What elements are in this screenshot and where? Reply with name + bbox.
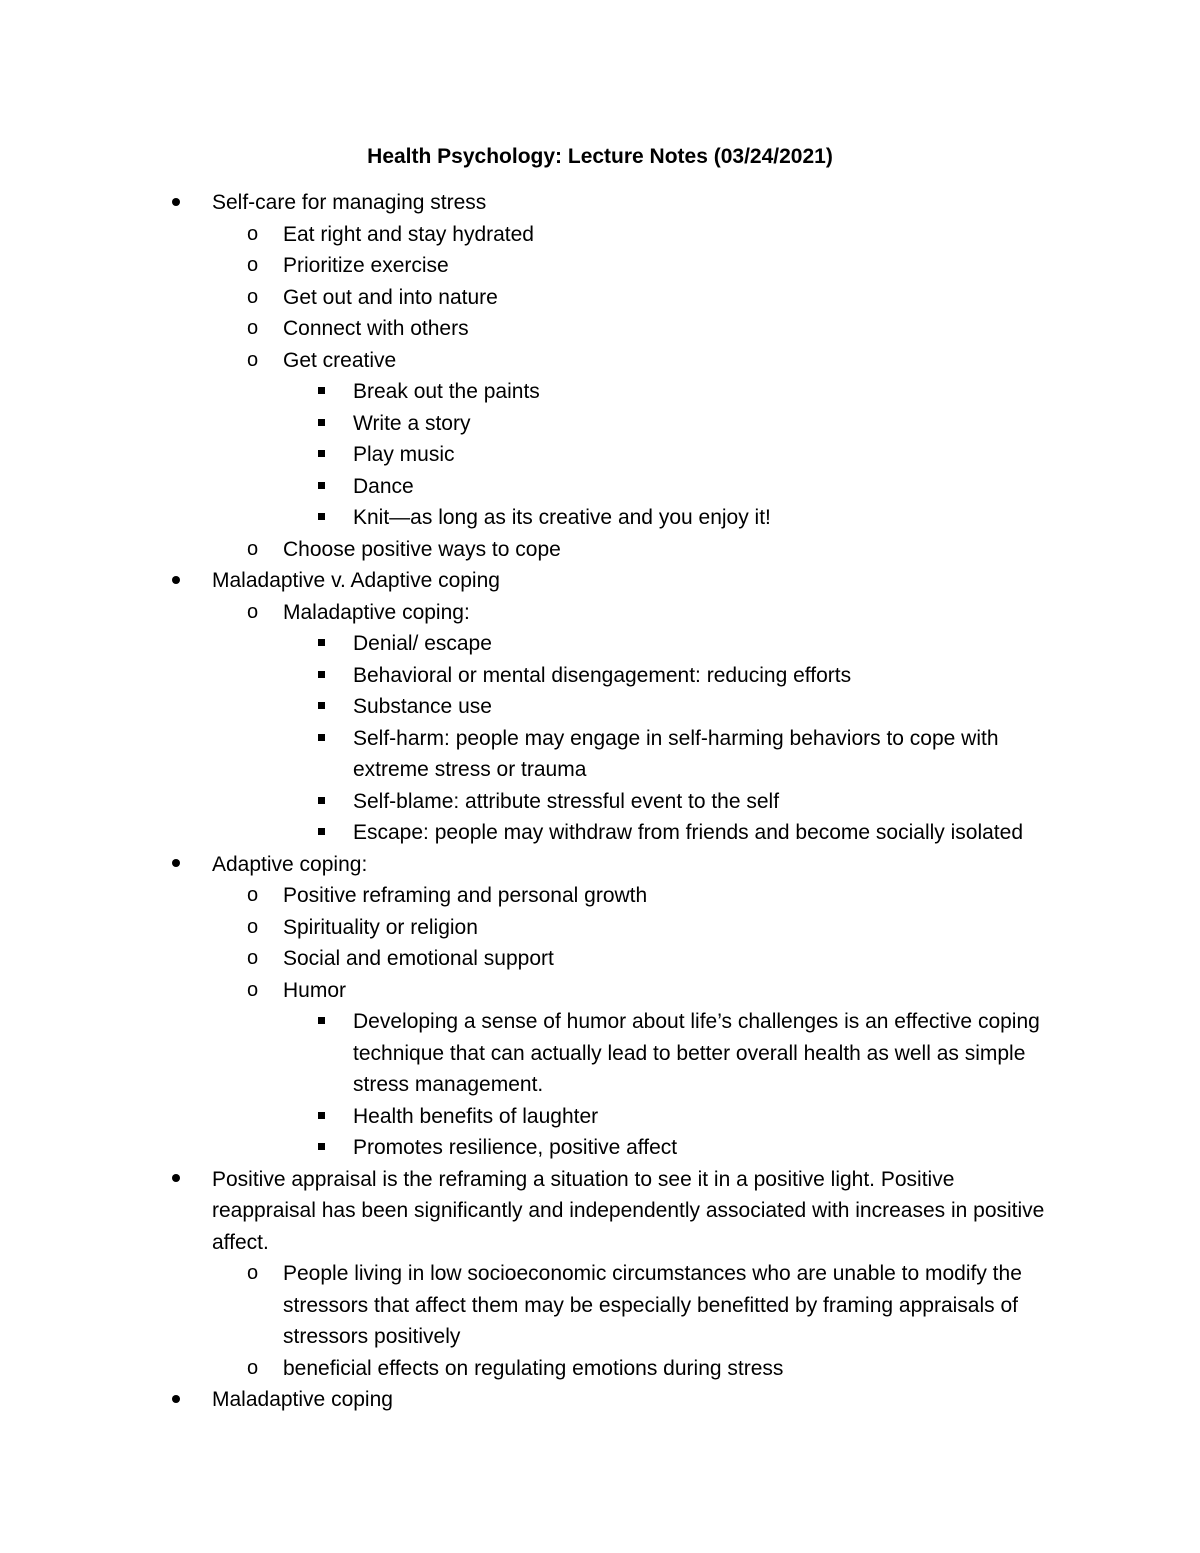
outline-item-text: Spirituality or religion — [283, 915, 478, 939]
outline-item-level-2 — [0, 345, 1053, 377]
bullet-circle-marker: o — [247, 348, 259, 371]
outline-item-level-3 — [0, 408, 1053, 440]
bullet-square-icon — [318, 471, 328, 503]
bullet-square-icon — [318, 628, 328, 660]
bullet-dot-icon — [172, 1164, 186, 1196]
outline-item-text: Prioritize exercise — [283, 254, 449, 277]
outline-item-text: Maladaptive coping: — [283, 600, 470, 624]
outline-item-text: Denial/ escape — [353, 632, 492, 655]
outline-item-level-3 — [0, 1132, 1053, 1164]
bullet-square-icon — [318, 691, 328, 723]
bullet-dot-icon — [172, 1384, 186, 1416]
bullet-circle-marker: o — [247, 222, 259, 245]
bullet-dot-icon — [172, 1395, 180, 1403]
outline-item-text: Humor — [283, 978, 347, 1002]
outline-item-text: People living in low socioeconomic circumstances who are unable to modify the stressors that affect them may be especially benefitted by framing appraisals of stressors positively — [283, 1262, 1022, 1348]
outline-item-level-2 — [0, 313, 1053, 345]
outline-item-text: Social and emotional support — [283, 947, 554, 970]
bullet-circle-marker: o — [247, 978, 259, 1001]
bullet-dot-icon — [172, 1174, 180, 1182]
bullet-dot-icon — [172, 859, 180, 867]
outline-item-level-2 — [0, 534, 1053, 566]
bullet-square-icon — [318, 786, 328, 818]
outline-item-text: Promotes resilience, positive affect — [353, 1136, 678, 1159]
outline-item-level-3 — [0, 660, 1053, 692]
bullet-square-icon — [318, 408, 328, 440]
outline-item-level-2 — [0, 1258, 1053, 1353]
outline-item-level-2 — [0, 282, 1053, 314]
bullet-square-icon — [318, 723, 328, 755]
bullet-square-icon — [318, 1132, 328, 1164]
outline-item-level-2 — [0, 975, 1053, 1007]
bullet-circle-marker: o — [247, 884, 259, 906]
bullet-square-icon — [318, 502, 328, 534]
outline-item-level-2 — [0, 912, 1053, 944]
outline-item-text: Developing a sense of humor about life’s challenges is an effective coping technique that can actually lead to better overall health as well as simple stress management. — [353, 1010, 1040, 1096]
bullet-square-icon — [318, 376, 328, 408]
bullet-circle-marker: o — [247, 1356, 259, 1379]
outline-item-text: Health benefits of laughter — [353, 1104, 599, 1128]
bullet-square-icon — [318, 1006, 328, 1038]
outline-item-text: Eat right and stay hydrated — [283, 222, 534, 246]
bullet-circle-marker: o — [247, 600, 259, 623]
bullet-square-icon — [318, 797, 325, 804]
outline-item-text: Maladaptive coping — [212, 1388, 393, 1411]
outline-item-text: Behavioral or mental disengagement: reducing efforts — [353, 663, 852, 687]
bullet-square-icon — [318, 671, 325, 678]
bullet-dot-icon — [172, 849, 186, 881]
outline-item-level-2 — [0, 1353, 1053, 1385]
bullet-square-icon — [318, 1143, 325, 1150]
bullet-dot-icon — [172, 576, 180, 584]
outline-item-text: Self-care for managing stress — [212, 191, 487, 214]
outline-item-text: Self-harm: people may engage in self-harming behaviors to cope with extreme stress or trauma — [353, 726, 999, 781]
bullet-circle-marker: o — [247, 317, 259, 339]
bullet-square-icon — [318, 1017, 325, 1024]
bullet-square-icon — [318, 660, 328, 692]
bullet-circle-marker: o — [247, 537, 259, 560]
outline-item-text: Knit—as long as its creative and you enjoy it! — [353, 506, 771, 529]
outline-item-text: Break out the paints — [353, 380, 540, 403]
bullet-square-icon — [318, 1112, 325, 1119]
outline-item-level-1 — [0, 1164, 1052, 1259]
outline-item-level-3 — [0, 1006, 1053, 1101]
outline-item-text: Maladaptive v. Adaptive coping — [212, 569, 500, 592]
outline-item-text: Substance use — [353, 695, 492, 718]
document-title: Health Psychology: Lecture Notes (03/24/2021) — [367, 145, 833, 168]
bullet-circle-marker: o — [247, 285, 259, 308]
outline-item-level-3 — [0, 1101, 1053, 1133]
bullet-circle-marker: o — [247, 254, 259, 276]
bullet-square-icon — [318, 387, 325, 394]
outline-item-text: Connect with others — [283, 317, 469, 340]
bullet-square-icon — [318, 639, 325, 646]
outline-item-level-1 — [0, 1384, 1052, 1416]
outline-item-level-3 — [0, 471, 1053, 503]
outline-item-level-3 — [0, 723, 1053, 786]
bullet-square-icon — [318, 828, 325, 835]
outline-item-level-2 — [0, 219, 1053, 251]
outline-item-level-3 — [0, 691, 1053, 723]
bullet-square-icon — [318, 419, 325, 426]
outline-item-level-2 — [0, 943, 1053, 975]
outline-item-level-2 — [0, 597, 1053, 629]
outline-item-text: Positive reframing and personal growth — [283, 884, 648, 907]
outline-item-text: Choose positive ways to cope — [283, 537, 561, 561]
bullet-square-icon — [318, 450, 325, 457]
outline-item-level-1 — [0, 565, 1052, 597]
outline-item-text: Adaptive coping: — [212, 852, 368, 876]
outline-item-level-3 — [0, 502, 1053, 534]
outline-item-text: Get creative — [283, 348, 397, 372]
outline-item-level-2 — [0, 880, 1053, 912]
bullet-square-icon — [318, 513, 325, 520]
outline-item-text: Positive appraisal is the reframing a situation to see it in a positive light. Positive reappraisal has been significantly and independently associated with increases in positive affect. — [212, 1167, 1045, 1254]
outline-item-level-3 — [0, 628, 1053, 660]
outline-item-level-1 — [0, 849, 1052, 881]
outline-item-level-3 — [0, 439, 1053, 471]
bullet-square-icon — [318, 1101, 328, 1133]
bullet-square-icon — [318, 482, 325, 489]
outline-item-level-3 — [0, 786, 1053, 818]
outline-item-level-1 — [0, 187, 1052, 219]
bullet-dot-icon — [172, 565, 186, 597]
outline-item-text: beneficial effects on regulating emotions during stress — [283, 1356, 784, 1380]
outline-item-text: Self-blame: attribute stressful event to the self — [353, 789, 780, 813]
bullet-circle-marker: o — [247, 947, 259, 969]
outline-item-level-3 — [0, 376, 1053, 408]
bullet-square-icon — [318, 702, 325, 709]
bullet-square-icon — [318, 734, 325, 741]
outline-item-level-2 — [0, 250, 1053, 282]
outline-item-text: Play music — [353, 443, 455, 466]
bullet-square-icon — [318, 439, 328, 471]
bullet-dot-icon — [172, 198, 180, 206]
notes-outline — [0, 187, 1200, 1416]
bullet-dot-icon — [172, 187, 186, 219]
outline-item-text: Write a story — [353, 411, 471, 435]
outline-item-text: Escape: people may withdraw from friends and become socially isolated — [353, 821, 1024, 844]
outline-item-text: Dance — [353, 474, 414, 498]
bullet-circle-marker: o — [247, 915, 259, 938]
bullet-circle-marker: o — [247, 1262, 259, 1284]
outline-item-level-3 — [0, 817, 1053, 849]
outline-item-text: Get out and into nature — [283, 285, 498, 309]
bullet-square-icon — [318, 817, 328, 849]
